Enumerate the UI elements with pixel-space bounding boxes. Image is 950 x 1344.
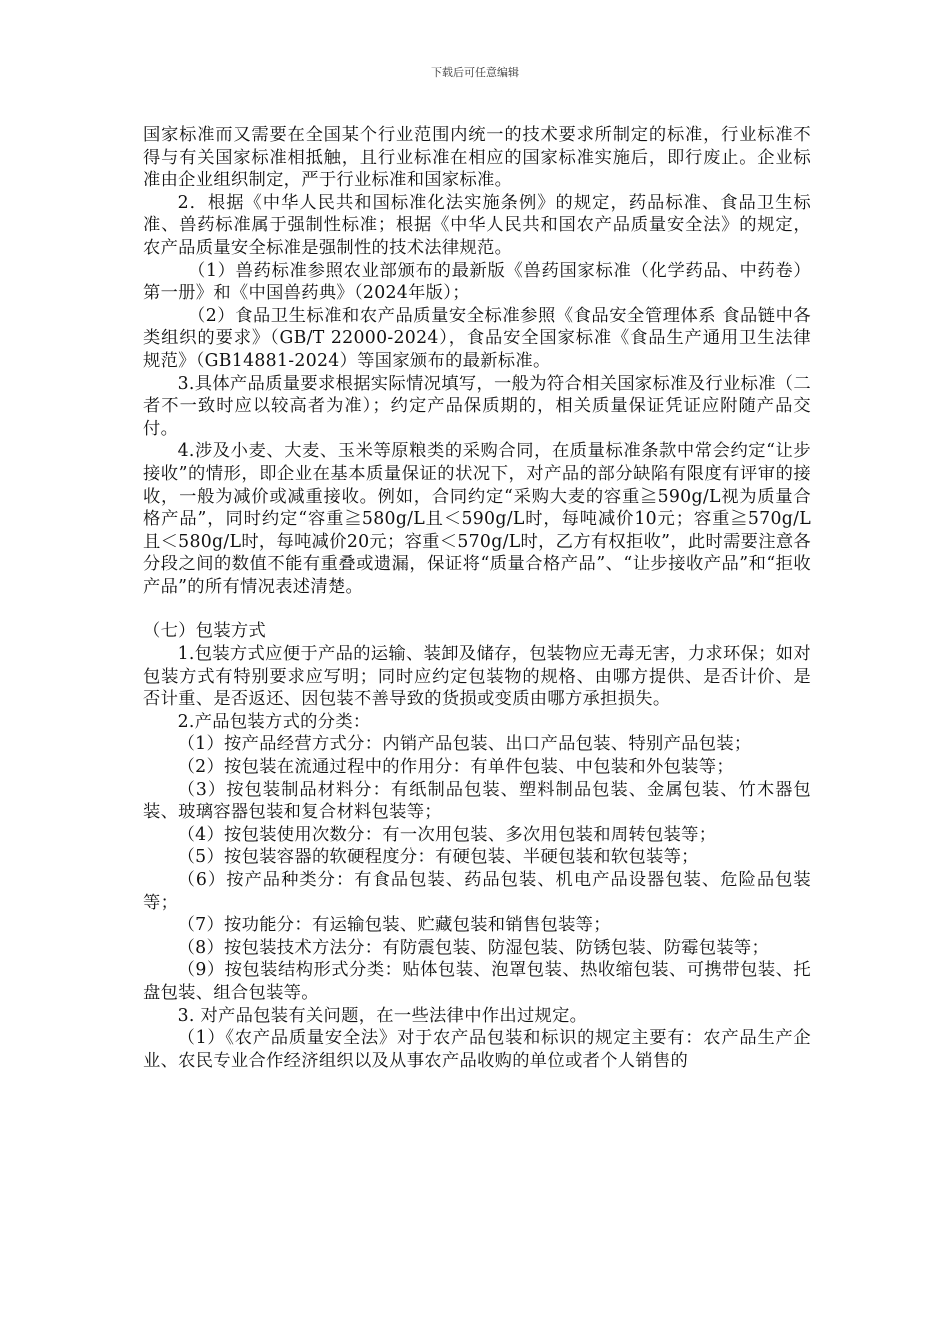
- paragraph: 1.包装方式应便于产品的运输、装卸及储存，包装物应无毒无害，力求环保；如对包装方式有特别要求应写明；同时应约定包装物的规格、由哪方提供、是否计价、是否计重、是否返还、因包装不善导致的货损或变质由哪方承担损失。: [143, 644, 811, 710]
- paragraph: 2.产品包装方式的分类：: [177, 711, 371, 732]
- page-header: 下载后可任意编辑: [431, 66, 519, 79]
- document-body: [143, 124, 811, 1072]
- paragraph: 2．根据《中华人民共和国标准化法实施条例》的规定，药品标准、食品卫生标准、兽药标准属于强制性标准；根据《中华人民共和国农产品质量安全法》的规定，农产品质量安全标准是强制性的技术法律规范。: [143, 192, 811, 258]
- paragraph: （2）食品卫生标准和农产品质量安全标准参照《食品安全管理体系 食品链中各类组织的要求》（GB/T 22000-2024），食品安全国家标准《食品生产通用卫生法律规范》（GB14881-2024）等国家颁布的最新标准。: [143, 305, 811, 371]
- paragraph: 3. 对产品包装有关问题，在一些法律中作出过规定。: [177, 1005, 588, 1026]
- paragraph: 3.具体产品质量要求根据实际情况填写，一般为符合相关国家标准及行业标准（二者不一致时应以较高者为准）；约定产品保质期的，相关质量保证凭证应附随产品交付。: [143, 373, 811, 439]
- list-item: （1）按产品经营方式分：内销产品包装、出口产品包装、特别产品包装；: [177, 734, 752, 755]
- list-item: （9）按包装结构形式分类：贴体包装、泡罩包装、热收缩包装、可携带包装、托盘包装、组合包装等。: [143, 960, 811, 1003]
- paragraph: （1）兽药标准参照农业部颁布的最新版《兽药国家标准（化学药品、中药卷）第一册》和《中国兽药典》（2024年版）；: [143, 260, 811, 304]
- list-item: （4）按包装使用次数分：有一次用包装、多次用包装和周转包装等；: [177, 824, 717, 845]
- paragraph: 4.涉及小麦、大麦、玉米等原粮类的采购合同，在质量标准条款中常会约定“让步接收”的情形，即企业在基本质量保证的状况下，对产品的部分缺陷有限度有评审的接收，一般为减价或减重接收。例如，合同约定“采购大麦的容重≧590g/L视为质量合格产品”，同时约定“容重≧580g/L且＜590g/L时，每吨减价10元；容重≧570g/L且＜580g/L时，每吨减价20元；容重＜570g/L时，乙方有权拒收”，此时需要注意各分段之间的数值不能有重叠或遗漏，保证将“质量合格产品”、“让步接收产品”和“拒收产品”的所有情况表述清楚。: [143, 441, 811, 597]
- list-item: （7）按功能分：有运输包装、贮藏包装和销售包装等；: [177, 915, 611, 936]
- paragraph: （1）《农产品质量安全法》对于农产品包装和标识的规定主要有：农产品生产企业、农民专业合作经济组织以及从事农产品收购的单位或者个人销售的: [143, 1028, 811, 1071]
- section-heading: （七）包装方式: [143, 621, 267, 642]
- paragraph: 国家标准而又需要在全国某个行业范围内统一的技术要求所制定的标准，行业标准不得与有关国家标准相抵触，且行业标准在相应的国家标准实施后，即行废止。企业标准由企业组织制定，严于行业标准和国家标准。: [143, 125, 811, 191]
- list-item: （2）按包装在流通过程中的作用分：有单件包装、中包装和外包装等；: [177, 757, 734, 778]
- list-item: （5）按包装容器的软硬程度分：有硬包装、半硬包装和软包装等；: [177, 847, 699, 868]
- list-item: （3）按包装制品材料分：有纸制品包装、塑料制品包装、金属包装、竹木器包装、玻璃容器包装和复合材料包装等；: [143, 779, 811, 823]
- paragraph-gap: [143, 598, 811, 620]
- list-item: （8）按包装技术方法分：有防震包装、防湿包装、防锈包装、防霉包装等；: [177, 937, 770, 958]
- list-item: （6）按产品种类分：有食品包装、药品包装、机电产品设器包装、危险品包装等；: [143, 870, 811, 913]
